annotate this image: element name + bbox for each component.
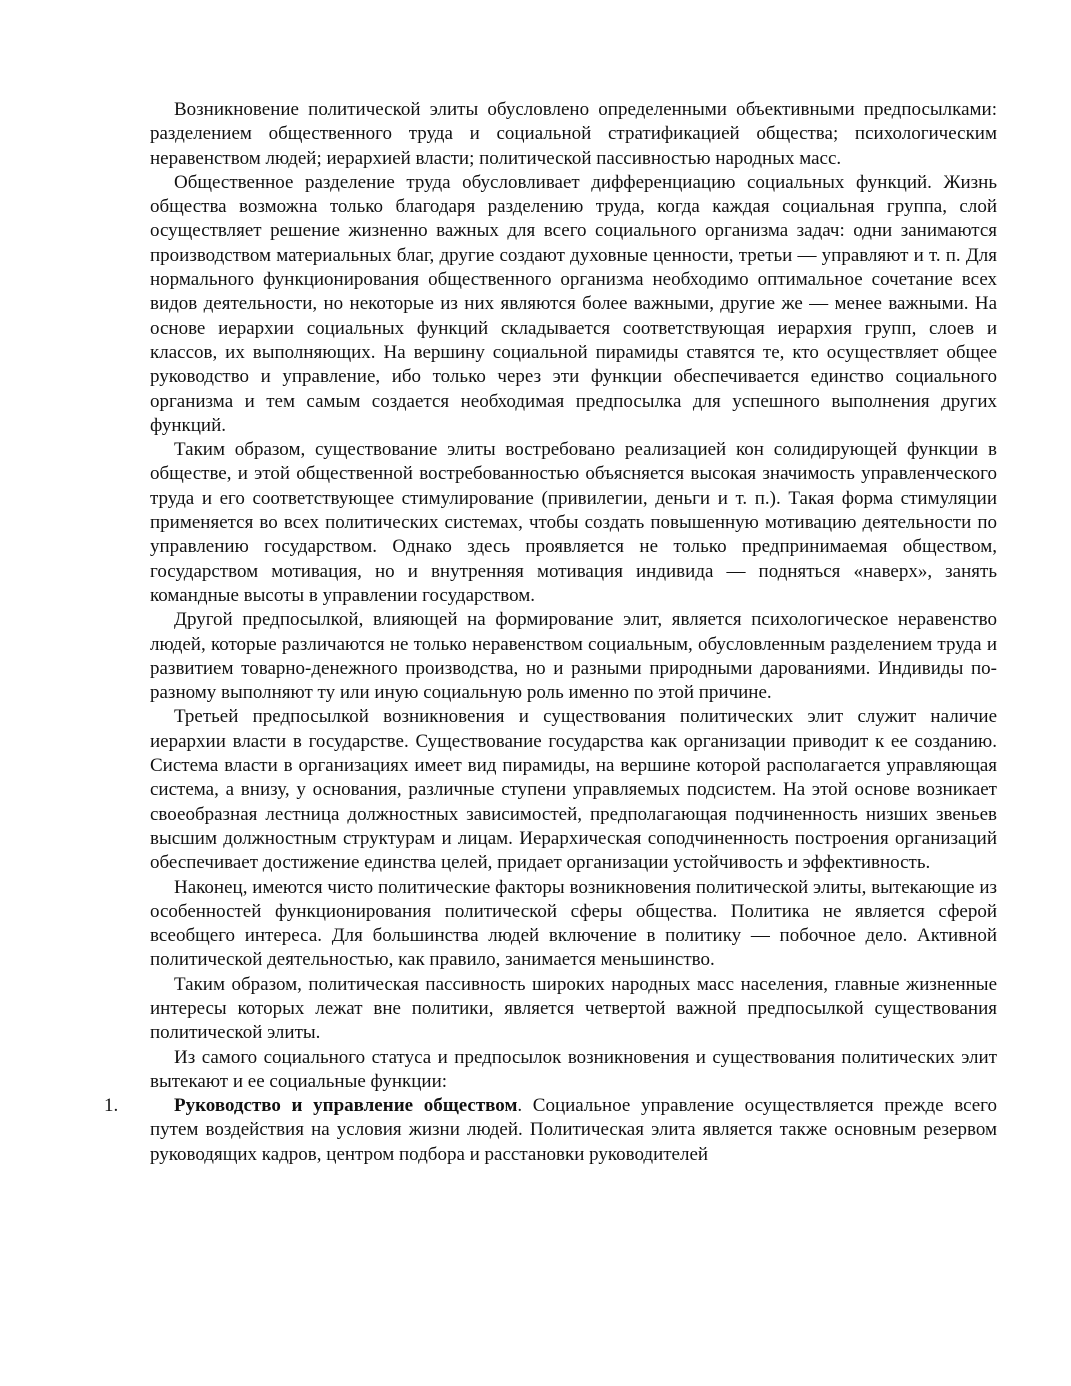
paragraph-4: Другой предпосылкой, влияющей на формирование элит, является психологическое неравенство людей, которые различаются не только неравенством социальным, обусловленным разделением труда и развитием товарно-денежного производства, но и разными природными дарованиями. Индивиды по-разному выполняют ту или иную социальную роль именно по этой причине. xyxy=(150,609,997,704)
paragraph-2: Общественное разделение труда обусловливает дифференциацию социальных функций. Жизнь общества возможна только благодаря разделению труда, когда каждая социальная группа, слой осуществляет решение жизненно важных для всего социального организма задач: одни занимаются производством материальных благ, другие создают духовные ценности, третьи — управляют и т. п. Для нормального функционирования общественного организма необходимо оптимальное сочетание всех видов деятельности, но некоторые из них являются более важными, другие же — менее важными. На основе иерархии социальных функций складывается соответствующая иерархия групп, слоев и классов, их выполняющих. На вершину социальной пирамиды ставятся те, кто осуществляет общее руководство и управление, ибо только через эти функции обеспечивается единство социального организма и тем самым создается необходимая предпосылка для успешного выполнения других функций. xyxy=(150,171,997,436)
list-item-bold-heading: Руководство и управление обществом xyxy=(174,1095,518,1117)
paragraph-8: Из самого социального статуса и предпосылок возникновения и существования политических элит вытекают и ее социальные функции: xyxy=(150,1046,997,1092)
list-item-text: . Социальное управление осуществляется прежде всего путем воздействия на условия жизни людей. Политическая элита является также основным резервом руководящих кадров, центром подбора и расстановки руководителей xyxy=(150,1095,997,1165)
paragraph-6: Наконец, имеются чисто политические факторы возникновения политической элиты, вытекающие из особенностей функционирования политической сферы общества. Политика не является сферой всеобщего интереса. Для большинства людей включение в политику — побочное дело. Активной политической деятельностью, как правило, занимается меньшинство. xyxy=(150,876,997,971)
paragraph-1: Возникновение политической элиты обусловлено определенными объективными предпосылками: разделением общественного труда и социальной стратификацией общества; психологическим неравенством людей; иерархией власти; политической пассивностью народных масс. xyxy=(150,99,997,169)
list-item-number: 1. xyxy=(104,1095,119,1117)
paragraph-3: Таким образом, существование элиты востребовано реализацией кон солидирующей функции в обществе, и этой общественной востребованностью объясняется высокая значимость управленческого труда и его соответствующее стимулирование (привилегии, деньги и т. п.). Такая форма стимуляции применяется во всех политических системах, чтобы создать повышенную мотивацию деятельности по управлению государством. Однако здесь проявляется не только предпринимаемая обществом, государством мотивация, но и внутренняя мотивация индивида — подняться «наверх», занять командные высоты в управлении государством. xyxy=(150,439,997,606)
paragraph-7: Таким образом, политическая пассивность широких народных масс населения, главные жизненные интересы которых лежат вне политики, является четвертой важной предпосылкой существования политической элиты. xyxy=(150,973,997,1044)
list-item-paragraph xyxy=(150,1094,997,1167)
paragraph-5: Третьей предпосылкой возникновения и существования политических элит служит наличие иерархии власти в государстве. Существование государства как организации приводит к ее созданию. Система власти в организациях имеет вид пирамиды, на вершине которой располагается управляющая система, а внизу, у основания, различные ступени управляемых подсистем. На этой основе возникает своеобразная лестница должностных зависимостей, предполагающая подчиненность низших звеньев высшим должностным структурам и лицам. Иерархическая соподчиненность построения организаций обеспечивает достижение единства целей, придает организации устойчивость и эффективность. xyxy=(150,706,997,874)
document-page xyxy=(104,98,997,1167)
list-item-1 xyxy=(104,1094,997,1167)
